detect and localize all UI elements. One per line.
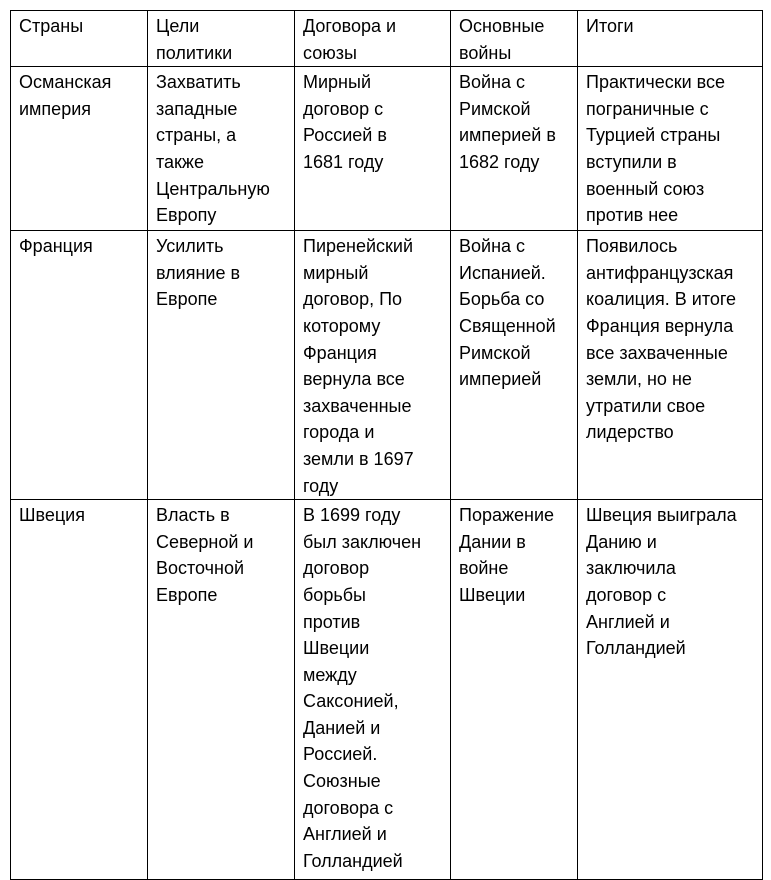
cell-treaties: Мирный договор с Россией в 1681 году — [295, 67, 451, 231]
cell-treaties: В 1699 году был заключен договор борьбы против Швеции между Саксонией, Данией и Россией. Союзные договора с Англией и Голландией — [295, 500, 451, 880]
cell-country: Османская империя — [11, 67, 148, 231]
countries-policy-table — [10, 10, 763, 880]
table-row — [11, 67, 763, 231]
cell-wars: Война с Римской империей в 1682 году — [451, 67, 578, 231]
table-row — [11, 231, 763, 500]
cell-country: Швеция — [11, 500, 148, 880]
cell-country: Франция — [11, 231, 148, 500]
cell-wars: Война с Испанией. Борьба со Священной Римской империей — [451, 231, 578, 500]
header-countries: Страны — [11, 11, 148, 67]
header-results: Итоги — [578, 11, 763, 67]
cell-wars: Поражение Дании в войне Швеции — [451, 500, 578, 880]
table-header-row — [11, 11, 763, 67]
cell-goals: Захватить западные страны, а также Центральную Европу — [148, 67, 295, 231]
cell-goals: Власть в Северной и Восточной Европе — [148, 500, 295, 880]
cell-results: Появилось антифранцузская коалиция. В итоге Франция вернула все захваченные земли, но не утратили свое лидерство — [578, 231, 763, 500]
header-treaties: Договора и союзы — [295, 11, 451, 67]
cell-results: Швеция выиграла Данию и заключила договор с Англией и Голландией — [578, 500, 763, 880]
cell-treaties: Пиренейский мирный договор, По которому Франция вернула все захваченные города и земли в 1697 году — [295, 231, 451, 500]
header-wars: Основные войны — [451, 11, 578, 67]
header-goals: Цели политики — [148, 11, 295, 67]
table-row — [11, 500, 763, 880]
cell-goals: Усилить влияние в Европе — [148, 231, 295, 500]
cell-results: Практически все пограничные с Турцией страны вступили в военный союз против нее — [578, 67, 763, 231]
